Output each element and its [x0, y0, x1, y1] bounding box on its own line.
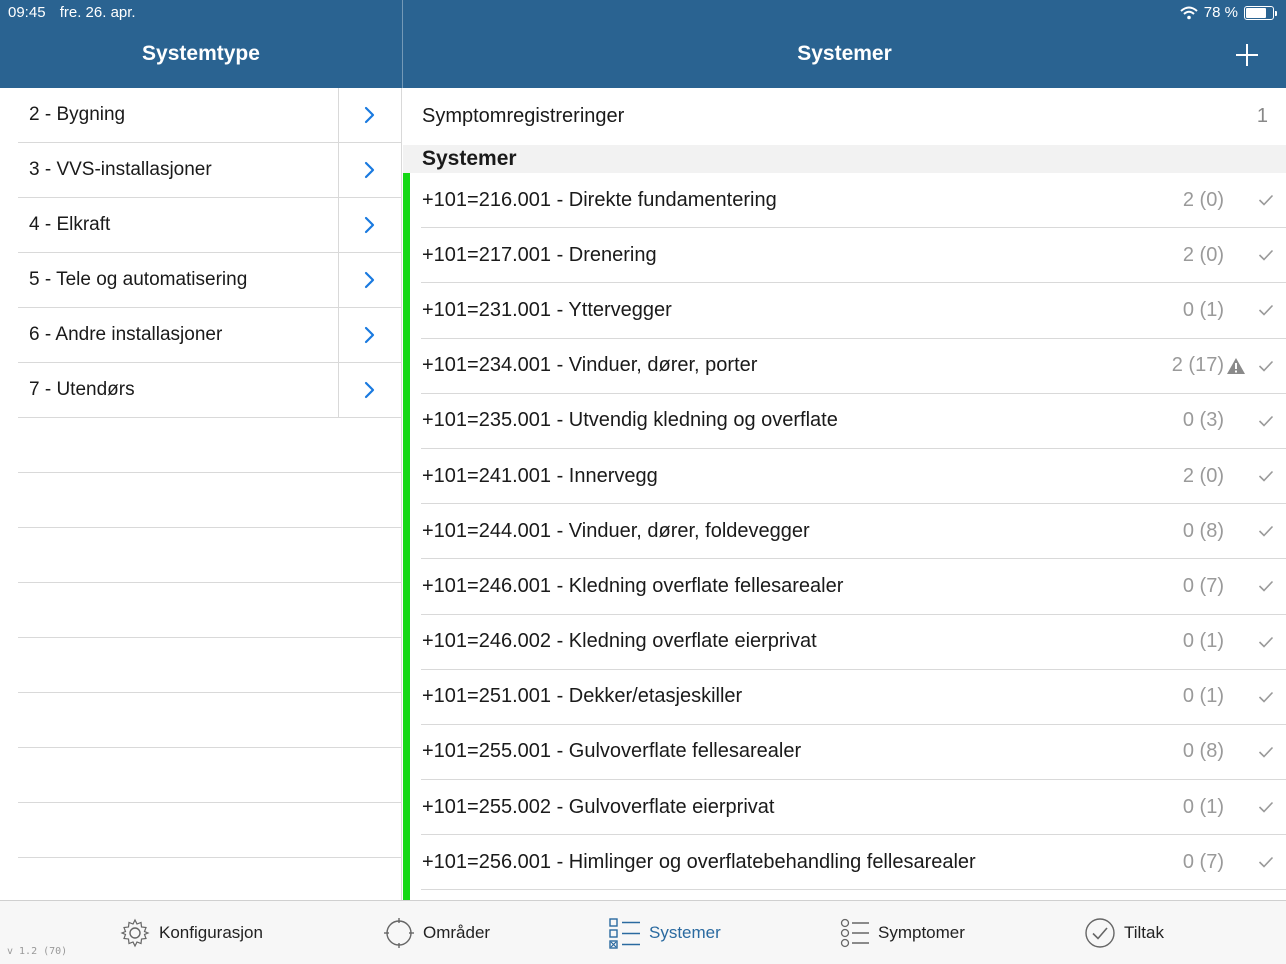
check-slot: [1246, 856, 1286, 868]
disclosure-button[interactable]: [338, 88, 401, 142]
tab-omrader[interactable]: [383, 901, 490, 964]
check-circle-icon: [1084, 917, 1116, 949]
checkmark-icon: [1258, 746, 1274, 758]
system-label: +101=255.002 - Gulvoverflate eierprivat: [422, 795, 775, 818]
tab-label: Konfigurasjon: [159, 923, 263, 942]
system-type-row[interactable]: [18, 88, 401, 143]
checkmark-icon: [1258, 636, 1274, 648]
system-row[interactable]: [421, 559, 1286, 614]
check-slot: [1246, 580, 1286, 592]
system-row[interactable]: [421, 339, 1286, 394]
checkmark-icon: [1258, 470, 1274, 482]
checkmark-icon: [1258, 194, 1274, 206]
wifi-icon: [1180, 6, 1198, 20]
chevron-right-icon: [364, 216, 376, 234]
system-count: 0 (1): [1182, 630, 1224, 653]
warning-slot: [1224, 357, 1246, 375]
detail-title: Systemer: [797, 42, 892, 65]
chevron-right-icon: [364, 161, 376, 179]
system-type-label: 2 - Bygning: [29, 104, 126, 125]
check-slot: [1246, 525, 1286, 537]
tab-label: Tiltak: [1124, 923, 1164, 942]
system-type-label: 7 - Utendørs: [29, 379, 135, 400]
checkmark-icon: [1258, 580, 1274, 592]
system-row[interactable]: [421, 283, 1286, 338]
system-row[interactable]: [421, 780, 1286, 835]
empty-row: [18, 638, 401, 693]
system-label: +101=241.001 - Innervegg: [422, 464, 658, 487]
system-row[interactable]: [421, 449, 1286, 504]
system-count: 2 (17): [1171, 354, 1224, 377]
tab-symptomer[interactable]: [840, 901, 965, 964]
check-slot: [1246, 636, 1286, 648]
system-count: 0 (8): [1182, 519, 1224, 542]
systems-list: [403, 173, 1286, 890]
check-slot: [1246, 360, 1286, 372]
chevron-right-icon: [364, 381, 376, 399]
system-row[interactable]: [421, 725, 1286, 780]
version-label: v 1.2 (70): [7, 946, 68, 957]
tab-label: Systemer: [649, 923, 721, 942]
check-slot: [1246, 194, 1286, 206]
chevron-right-icon: [364, 106, 376, 124]
status-bar-left: [8, 4, 146, 21]
checkmark-icon: [1258, 856, 1274, 868]
disclosure-button[interactable]: [338, 308, 401, 362]
system-count: 2 (0): [1182, 243, 1224, 266]
symptom-registrations-row[interactable]: [403, 88, 1286, 145]
system-count: 0 (3): [1182, 409, 1224, 432]
system-count: 0 (1): [1182, 298, 1224, 321]
systems-panel: [403, 88, 1286, 900]
system-type-label: 4 - Elkraft: [29, 214, 111, 235]
check-slot: [1246, 249, 1286, 261]
system-count: 0 (7): [1182, 850, 1224, 873]
status-bar-right: [1180, 4, 1274, 21]
checkmark-icon: [1258, 249, 1274, 261]
disclosure-button[interactable]: [338, 143, 401, 197]
symptom-registrations-count: 1: [1256, 105, 1268, 127]
tab-systemer[interactable]: [607, 901, 721, 964]
tab-label: Symptomer: [878, 923, 965, 942]
system-label: +101=234.001 - Vinduer, dører, porter: [422, 354, 758, 377]
battery-icon: [1244, 6, 1274, 20]
empty-row: [18, 693, 401, 748]
checkmark-icon: [1258, 801, 1274, 813]
system-row[interactable]: [421, 394, 1286, 449]
checkmark-icon: [1258, 525, 1274, 537]
system-row[interactable]: [421, 615, 1286, 670]
system-type-list: [0, 88, 402, 900]
symptom-registrations-label: Symptomregistreringer: [422, 105, 625, 127]
system-type-label: 3 - VVS-installasjoner: [29, 159, 212, 180]
system-row[interactable]: [421, 173, 1286, 228]
system-label: +101=246.001 - Kledning overflate fellesarealer: [422, 574, 844, 597]
section-header: Systemer: [403, 145, 1286, 173]
disclosure-button[interactable]: [338, 198, 401, 252]
checkmark-icon: [1258, 415, 1274, 427]
tab-tiltak[interactable]: [1084, 901, 1164, 964]
status-date: fre. 26. apr.: [59, 4, 136, 21]
system-label: +101=256.001 - Himlinger og overflatebehandling fellesarealer: [422, 850, 976, 873]
master-title: Systemtype: [142, 42, 260, 65]
empty-row: [18, 528, 401, 583]
empty-row: [18, 418, 401, 473]
disclosure-button[interactable]: [338, 363, 401, 417]
check-slot: [1246, 801, 1286, 813]
system-type-label: 6 - Andre installasjoner: [29, 324, 223, 345]
system-type-row[interactable]: [18, 363, 401, 418]
status-time: 09:45: [8, 4, 46, 21]
target-icon: [383, 917, 415, 949]
system-type-row[interactable]: [18, 143, 401, 198]
checklist-icon: [607, 916, 641, 950]
warning-icon: [1226, 357, 1246, 375]
system-count: 0 (1): [1182, 685, 1224, 708]
system-type-row[interactable]: [18, 308, 401, 363]
check-slot: [1246, 746, 1286, 758]
status-indicator-bar: [403, 173, 410, 900]
system-label: +101=217.001 - Drenering: [422, 243, 657, 266]
check-slot: [1246, 470, 1286, 482]
system-row[interactable]: [421, 835, 1286, 890]
tab-konfigurasjon[interactable]: [119, 901, 263, 964]
battery-percent: 78 %: [1203, 4, 1238, 21]
system-row[interactable]: [421, 228, 1286, 283]
system-row[interactable]: [421, 504, 1286, 559]
system-count: 0 (1): [1182, 795, 1224, 818]
check-slot: [1246, 304, 1286, 316]
tab-bar: [0, 900, 1286, 964]
app-header: [0, 0, 1286, 88]
empty-row: [18, 803, 401, 858]
chevron-right-icon: [364, 326, 376, 344]
system-type-label: 5 - Tele og automatisering: [29, 269, 248, 290]
tab-label: Områder: [423, 923, 491, 942]
checkmark-icon: [1258, 691, 1274, 703]
check-slot: [1246, 415, 1286, 427]
empty-row: [18, 748, 401, 803]
add-button[interactable]: [1232, 40, 1262, 70]
disclosure-button[interactable]: [338, 253, 401, 307]
system-label: +101=244.001 - Vinduer, dører, foldevegger: [422, 519, 810, 542]
system-label: +101=246.002 - Kledning overflate eierprivat: [422, 630, 817, 653]
chevron-right-icon: [364, 271, 376, 289]
checkmark-icon: [1258, 304, 1274, 316]
system-label: +101=251.001 - Dekker/etasjeskiller: [422, 685, 743, 708]
system-count: 0 (7): [1182, 574, 1224, 597]
system-row[interactable]: [421, 670, 1286, 725]
empty-row: [18, 473, 401, 528]
system-count: 2 (0): [1182, 188, 1224, 211]
system-type-row[interactable]: [18, 198, 401, 253]
plus-icon: [1232, 40, 1262, 70]
checkmark-icon: [1258, 360, 1274, 372]
system-label: +101=235.001 - Utvendig kledning og overflate: [422, 409, 838, 432]
empty-row: [18, 583, 401, 638]
system-label: +101=216.001 - Direkte fundamentering: [422, 188, 777, 211]
system-count: 0 (8): [1182, 740, 1224, 763]
system-label: +101=255.001 - Gulvoverflate fellesarealer: [422, 740, 802, 763]
system-count: 2 (0): [1182, 464, 1224, 487]
gear-icon: [119, 917, 151, 949]
list-icon: [840, 917, 870, 949]
system-type-row[interactable]: [18, 253, 401, 308]
system-label: +101=231.001 - Yttervegger: [422, 298, 672, 321]
check-slot: [1246, 691, 1286, 703]
